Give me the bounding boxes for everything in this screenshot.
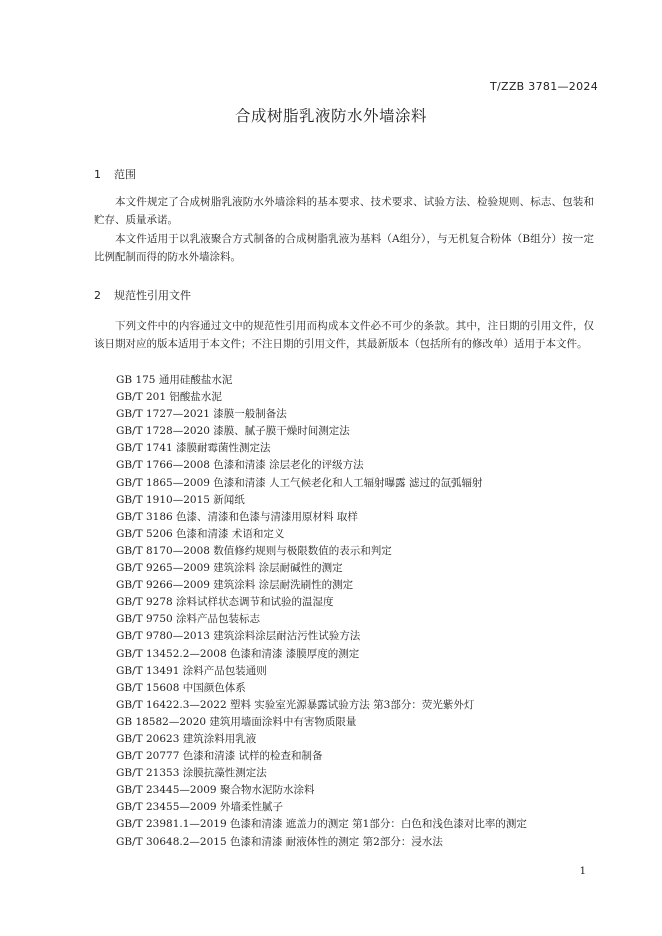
reference-item: GB/T 8170—2008 数值修约规则与极限数值的表示和判定 [116,544,392,557]
reference-item: GB/T 16422.3—2022 塑料 实验室光源暴露试验方法 第3部分：荧光紫外灯 [116,698,475,711]
reference-item: GB/T 20623 建筑涂料用乳液 [116,732,257,745]
reference-list [116,372,527,851]
reference-item: GB/T 21353 涂膜抗藻性测定法 [116,767,267,780]
reference-item: GB 175 通用硅酸盐水泥 [116,374,233,386]
reference-item: GB 18582—2020 建筑用墙面涂料中有害物质限量 [116,715,357,728]
reference-item: GB/T 9780—2013 建筑涂料涂层耐沾污性试验方法 [116,630,361,643]
reference-item: GB/T 13452.2—2008 色漆和清漆 漆膜厚度的测定 [116,647,360,660]
section-2-heading [94,287,191,303]
reference-item: GB/T 9278 涂料试样状态调节和试验的温湿度 [116,596,334,609]
reference-item: GB/T 1727—2021 漆膜一般制备法 [116,408,287,421]
reference-item: GB/T 9750 涂料产品包装标志 [116,613,261,626]
section-1-number: 1 [94,168,101,181]
reference-item: GB/T 20777 色漆和清漆 试样的检查和制备 [116,750,323,763]
document-title: 合成树脂乳液防水外墙涂料 [234,107,427,125]
reference-item: GB/T 13491 涂料产品包装通则 [116,664,267,677]
scope-paragraph-2: 本文件适用于以乳液聚合方式制备的合成树脂乳液为基料（A组分），与无机复合粉体（B组分）按一定比例配制而得的防水外墙涂料。 [94,233,594,263]
reference-item: GB/T 5206 色漆和清漆 术语和定义 [116,527,285,540]
reference-item: GB/T 23981.1—2019 色漆和清漆 遮盖力的测定 第1部分：白色和浅色漆对比率的测定 [116,818,527,831]
reference-item: GB/T 30648.2—2015 色漆和清漆 耐液体性的测定 第2部分：浸水法 [116,835,443,848]
reference-item: GB/T 201 铝酸盐水泥 [116,391,222,404]
scope-paragraph-1: 本文件规定了合成树脂乳液防水外墙涂料的基本要求、技术要求、试验方法、检验规则、标志、包装和贮存、质量承诺。 [94,196,594,226]
normative-references-intro: 下列文件中的内容通过文中的规范性引用而构成本文件必不可少的条款。其中，注日期的引用文件，仅该日期对应的版本适用于本文件；不注日期的引用文件，其最新版本（包括所有的修改单）适用于本文件。 [94,320,594,350]
reference-item: GB/T 1865—2009 色漆和清漆 人工气候老化和人工辐射曝露 滤过的氙弧辐射 [116,476,483,489]
reference-item: GB/T 3186 色漆、清漆和色漆与清漆用原材料 取样 [116,510,358,523]
reference-item: GB/T 1766—2008 色漆和清漆 涂层老化的评级方法 [116,459,364,472]
section-2-number: 2 [94,289,101,302]
document-number: T/ZZB 3781—2024 [489,80,598,93]
page-number: 1 [579,866,586,877]
reference-item: GB/T 1741 漆膜耐霉菌性测定法 [116,442,271,455]
section-1-heading [94,166,136,182]
reference-item: GB/T 15608 中国颜色体系 [116,681,246,694]
reference-item: GB/T 1910—2015 新闻纸 [116,493,245,506]
section-2-title: 规范性引用文件 [114,289,191,302]
reference-item: GB/T 9266—2009 建筑涂料 涂层耐洗刷性的测定 [116,579,354,592]
reference-item: GB/T 1728—2020 漆膜、腻子膜干燥时间测定法 [116,425,350,438]
reference-item: GB/T 23455—2009 外墙柔性腻子 [116,801,283,814]
reference-item: GB/T 23445—2009 聚合物水泥防水涂料 [116,784,315,797]
reference-item: GB/T 9265—2009 建筑涂料 涂层耐碱性的测定 [116,562,343,575]
section-1-title: 范围 [114,168,136,181]
